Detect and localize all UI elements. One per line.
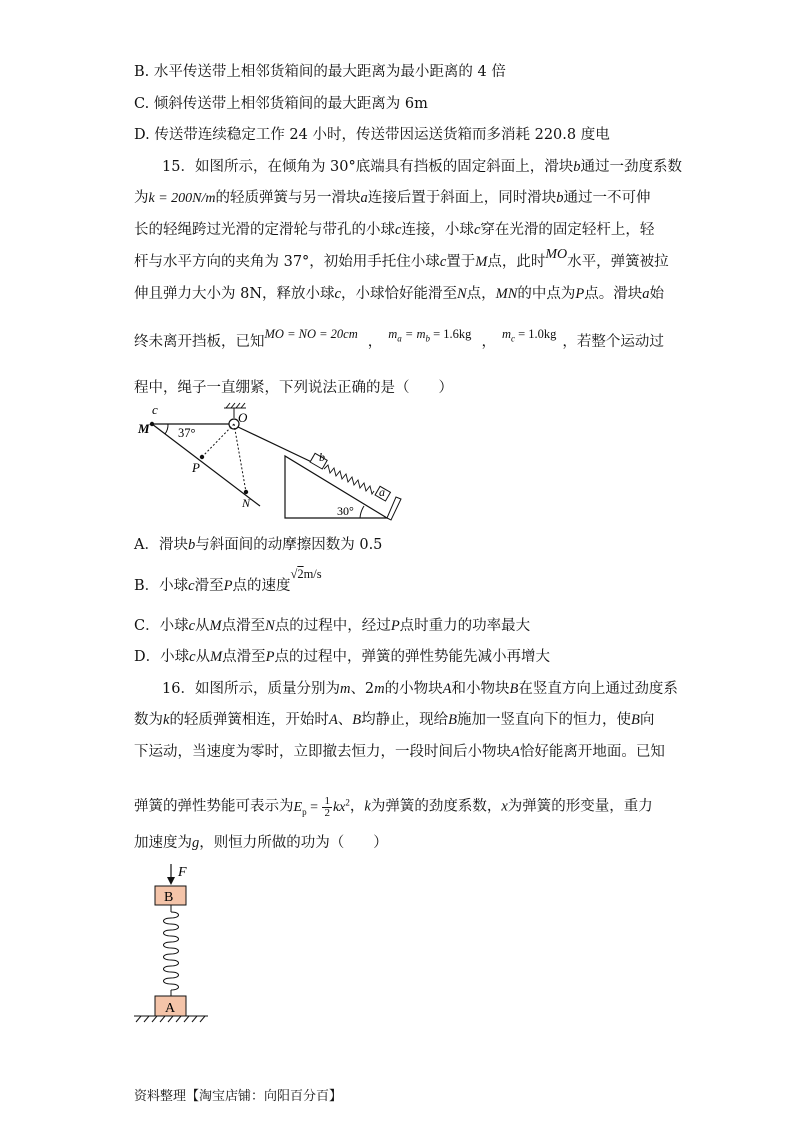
text: = m xyxy=(401,327,426,341)
text: 终未离开挡板，已知 xyxy=(134,334,265,350)
var-a: A xyxy=(442,681,452,697)
text: 连接后置于斜面上，同时滑块 xyxy=(367,190,557,206)
var-k: k xyxy=(364,798,371,815)
text: 、2 xyxy=(350,681,375,697)
var-p: P xyxy=(575,286,585,302)
label-p: P xyxy=(192,460,200,475)
point-p xyxy=(200,455,204,459)
text: 点的速度 xyxy=(232,578,291,594)
arrow-head-icon xyxy=(167,877,175,885)
var-b: b xyxy=(573,159,581,175)
text: 弹簧的弹性势能可表示为 xyxy=(134,798,294,815)
var-p: P xyxy=(223,578,233,594)
fraction xyxy=(322,796,332,819)
text: 和小物块 xyxy=(451,681,510,697)
var-a: a xyxy=(360,190,368,206)
label-a: a xyxy=(379,485,385,499)
text: = xyxy=(306,799,322,815)
text: a xyxy=(397,333,402,344)
equation-k: k = 200N/m xyxy=(148,191,216,206)
text: 、 xyxy=(337,712,353,728)
question-number: 15． xyxy=(162,159,195,175)
text: 与斜面间的动摩擦因数为 0.5 xyxy=(195,537,383,553)
option-label: A． xyxy=(134,537,159,553)
rod-mn xyxy=(152,424,260,506)
text: 杆与水平方向的夹角为 37°，初始用手托住小球 xyxy=(134,254,440,270)
sqrt-value: 2 xyxy=(297,567,304,581)
text: 伸且弹力大小为 8N，释放小球 xyxy=(134,286,335,302)
var-a: A xyxy=(328,712,338,728)
q15-option-d[interactable] xyxy=(134,647,550,667)
var-c: c xyxy=(188,618,196,634)
text: 从 xyxy=(195,618,210,634)
var-m: M xyxy=(475,254,488,270)
text: 程中，绳子一直绷紧，下列说法正确的是（ ） xyxy=(134,380,453,396)
option-b-prev xyxy=(134,62,506,82)
option-label: C． xyxy=(134,618,160,634)
text: 如图所示，质量分别为 xyxy=(194,681,340,697)
label-c: c xyxy=(152,402,158,417)
var-b: B xyxy=(448,712,458,728)
text: = 1.6kg xyxy=(430,327,472,341)
text: 下运动，当速度为零时，立即撤去恒力，一段时间后小物块 xyxy=(134,744,511,760)
var-b: B xyxy=(631,712,640,728)
label-m: M xyxy=(138,421,150,436)
text: 加速度为 xyxy=(134,835,192,851)
text: 滑块 xyxy=(158,537,188,553)
text: kx xyxy=(332,799,346,815)
text: ， xyxy=(349,798,365,815)
equation-mass-c xyxy=(501,327,557,344)
footer-source: 资料整理【淘宝店铺：向阳百分百】 xyxy=(134,1089,343,1104)
q15-line-3 xyxy=(134,220,654,240)
q15-line-2 xyxy=(134,188,651,209)
text: = 1.0kg xyxy=(514,327,557,341)
rope-ob xyxy=(238,427,318,465)
text: 从 xyxy=(195,649,211,665)
equation-mo-no: MO = NO = 20cm xyxy=(264,327,358,341)
text: p xyxy=(302,806,307,817)
option-label: D. xyxy=(134,127,150,143)
text: 为弹簧的劲度系数， xyxy=(370,798,502,815)
var-k: k xyxy=(163,712,170,728)
text: 的小物块 xyxy=(384,681,443,697)
label-n: N xyxy=(242,496,251,510)
q16-line-3 xyxy=(134,742,665,762)
text: 点的过程中，经过 xyxy=(274,618,391,634)
text: 的中点为 xyxy=(517,286,576,302)
figure-16 xyxy=(130,860,220,1030)
option-label: B． xyxy=(134,578,160,594)
text: 2 xyxy=(345,797,350,807)
unit: m/s xyxy=(303,567,322,581)
var-b: B xyxy=(509,681,519,697)
var-n: N xyxy=(456,286,467,302)
baffle xyxy=(387,497,401,520)
text: 的轻质弹簧与另一滑块 xyxy=(215,190,361,206)
text: ，小球恰好能滑至 xyxy=(340,286,457,302)
text: 点的过程中，弹簧的弹性势能先减小再增大 xyxy=(274,649,551,665)
var-c: c xyxy=(439,254,447,270)
label-block-b: B xyxy=(164,890,174,905)
point-n xyxy=(244,490,248,494)
point-m xyxy=(150,422,154,426)
text: 2 xyxy=(324,806,330,819)
var-a: A xyxy=(511,744,520,760)
var-c: c xyxy=(188,578,195,594)
q16-line-4 xyxy=(134,792,653,821)
text: 1 xyxy=(324,794,330,807)
text: 小球 xyxy=(159,578,189,594)
var-c: c xyxy=(395,222,402,238)
text: 恰好能离开地面。已知 xyxy=(519,744,665,760)
option-d-prev xyxy=(134,125,610,145)
ground-hatch xyxy=(134,1016,208,1022)
equation-mass-ab xyxy=(388,327,472,344)
var-m: m xyxy=(374,681,385,697)
var-g: g xyxy=(192,835,200,851)
text: 为 xyxy=(134,190,149,206)
var-x: x xyxy=(501,798,508,815)
incline xyxy=(285,456,387,518)
text: 滑至 xyxy=(194,578,224,594)
option-c-prev xyxy=(134,94,428,114)
text: 点，此时 xyxy=(487,254,546,270)
option-text: 倾斜传送带上相邻货箱间的最大距离为 6m xyxy=(153,96,428,112)
angle-arc-37 xyxy=(165,424,168,434)
text: ， xyxy=(481,334,496,350)
text: 通过一劲度系数 xyxy=(580,159,683,175)
q16-line-1 xyxy=(162,679,678,699)
figure-15 xyxy=(130,400,410,525)
q15-option-a[interactable] xyxy=(134,535,382,555)
spring-icon xyxy=(164,905,179,996)
option-label: D． xyxy=(134,649,161,665)
var-m: M xyxy=(210,649,223,665)
text: 小球 xyxy=(160,649,190,665)
label-o: O xyxy=(238,410,248,425)
label-b: b xyxy=(319,450,325,464)
var-a: a xyxy=(642,286,650,302)
q15-line-7 xyxy=(134,378,453,398)
text: 在竖直方向上通过劲度系 xyxy=(518,681,678,697)
text: E xyxy=(293,799,303,815)
text: 如图所示，在倾角为 30°底端具有挡板的固定斜面上，滑块 xyxy=(194,159,574,175)
text: 连接，小球 xyxy=(401,222,474,238)
text: 施加一竖直向下的恒力，使 xyxy=(457,712,632,728)
equation-ep xyxy=(293,794,350,819)
text: 水平，弹簧被拉 xyxy=(567,254,669,270)
var-c: c xyxy=(189,649,196,665)
text: 点滑至 xyxy=(222,649,266,665)
q15-line-4 xyxy=(134,247,669,273)
var-b: b xyxy=(187,537,196,553)
label-angle-30: 30° xyxy=(337,504,354,518)
text: 穿在光滑的固定轻杆上，轻 xyxy=(480,222,655,238)
text: m xyxy=(501,327,511,341)
q16-line-2 xyxy=(134,710,654,730)
text: 点时重力的功率最大 xyxy=(399,618,531,634)
text: ，若整个运动过 xyxy=(562,334,664,350)
var-b: b xyxy=(556,190,564,206)
text: 数为 xyxy=(134,712,163,728)
text: c xyxy=(510,333,515,344)
text: 的轻质弹簧相连，开始时 xyxy=(169,712,329,728)
question-number: 16． xyxy=(162,681,195,697)
text: m xyxy=(388,327,398,341)
var-c: c xyxy=(473,222,481,238)
ceiling-hatch xyxy=(224,403,246,408)
var-p: P xyxy=(390,618,400,634)
var-m: M xyxy=(209,618,222,634)
q15-line-5 xyxy=(134,284,664,304)
label-f: F xyxy=(178,865,187,880)
var-mn: MN xyxy=(495,286,518,302)
option-text: 水平传送带上相邻货箱间的最大距离为最小距离的 4 倍 xyxy=(153,64,506,80)
text: 长的轻绳跨过光滑的定滑轮与带孔的小球 xyxy=(134,222,395,238)
line-op xyxy=(202,424,234,457)
text: 向 xyxy=(639,712,655,728)
q15-line-6 xyxy=(134,327,664,357)
text: ， xyxy=(367,334,383,350)
option-label: B. xyxy=(134,64,150,80)
line-on xyxy=(234,424,246,492)
q15-option-c[interactable] xyxy=(134,616,530,636)
text: 均静止，现给 xyxy=(361,712,449,728)
velocity-value: √2m/s xyxy=(290,567,322,581)
text: 点。滑块 xyxy=(584,286,643,302)
text: b xyxy=(425,333,430,344)
text: ，则恒力所做的功为（ ） xyxy=(199,835,388,851)
text: 通过一不可伸 xyxy=(563,190,651,206)
text: 点， xyxy=(466,286,496,302)
text: 小球 xyxy=(159,618,189,634)
q16-line-5 xyxy=(134,833,388,853)
var-mo: MO xyxy=(545,247,568,262)
option-text: 传送带连续稳定工作 24 小时，传送带因运送货箱而多消耗 220.8 度电 xyxy=(154,127,610,143)
var-b: B xyxy=(352,712,362,728)
q15-option-b[interactable] xyxy=(134,567,322,596)
text: 点滑至 xyxy=(221,618,266,634)
var-p: P xyxy=(265,649,275,665)
var-n: N xyxy=(265,618,275,634)
var-m: m xyxy=(339,681,351,697)
var-c: c xyxy=(334,286,341,302)
text: 始 xyxy=(649,286,664,302)
label-angle-37: 37° xyxy=(178,426,196,440)
label-block-a: A xyxy=(165,1001,176,1016)
text: 为弹簧的形变量，重力 xyxy=(507,798,653,815)
text: 置于 xyxy=(446,254,476,270)
q15-line-1 xyxy=(162,157,682,177)
option-label: C. xyxy=(134,96,150,112)
